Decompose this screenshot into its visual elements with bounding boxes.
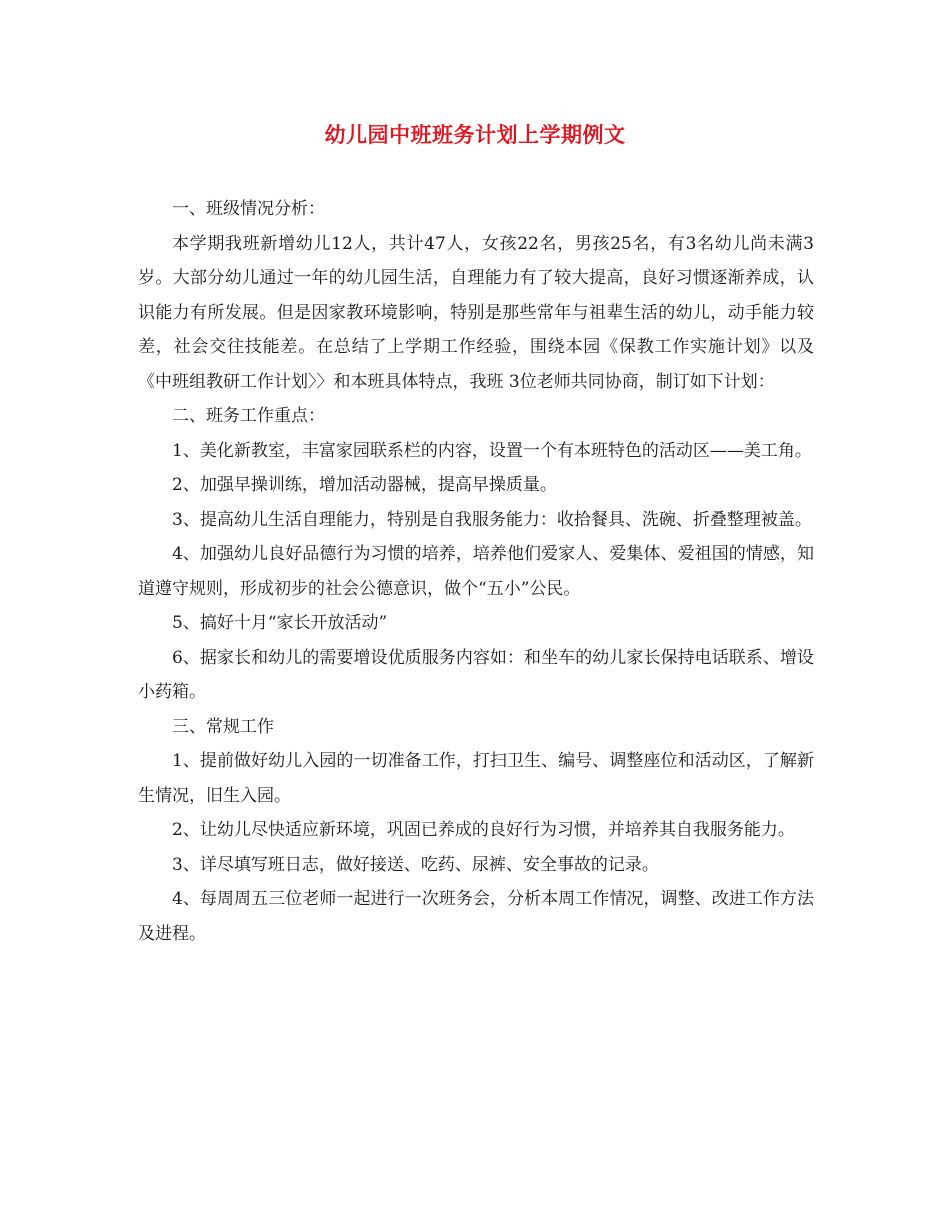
list-item-routine-3: 3、详尽填写班日志，做好接送、吃药、尿裤、安全事故的记录。 <box>172 854 659 875</box>
list-item-focus-5: 5、搞好十月“家长开放活动” <box>172 613 388 633</box>
section-heading-work-focus: 二、班务工作重点： <box>172 406 325 426</box>
document-body <box>138 192 814 951</box>
section-heading-routine-work: 三、常规工作 <box>172 716 274 737</box>
paragraph-class-analysis: 本学期我班新增幼儿12人，共计47人，女孩22名，男孩25名，有3名幼儿尚未满3岁。大部分幼儿通过一年的幼儿园生活，自理能力有了较大提高，良好习惯逐渐养成，认识能力有所发展。但是因家教环境影响，特别是那些常年与祖辈生活的幼儿，动手能力较差，社会交往技能差。在总结了上学期工作经验，围绕本园《保教工作实施计划》以及《中班组教研工作计划〉〉和本班具体特点，我班 3位老师共同协商，制订如下计划： <box>138 233 814 392</box>
list-item-focus-1: 1、美化新教室，丰富家园联系栏的内容，设置一个有本班特色的活动区——美工角。 <box>172 440 812 461</box>
list-item-routine-1: 1、提前做好幼儿入园的一切准备工作，打扫卫生、编号、调整座位和活动区，了解新生情况，旧生入园。 <box>138 751 814 806</box>
list-item-focus-6: 6、据家长和幼儿的需要增设优质服务内容如：和坐车的幼儿家长保持电话联系、增设小药箱。 <box>138 647 814 702</box>
list-item-routine-4: 4、每周周五三位老师一起进行一次班务会，分析本周工作情况，调整、改进工作方法及进程。 <box>138 889 814 944</box>
list-item-focus-3: 3、提高幼儿生活自理能力，特别是自我服务能力：收拾餐具、洗碗、折叠整理被盖。 <box>172 509 812 530</box>
list-item-routine-2: 2、让幼儿尽快适应新环境，巩固已养成的良好行为习惯，并培养其自我服务能力。 <box>172 820 795 840</box>
list-item-focus-2: 2、加强早操训练，增加活动器械，提高早操质量。 <box>172 475 557 495</box>
list-item-focus-4: 4、加强幼儿良好品德行为习惯的培养，培养他们爱家人、爱集体、爱祖国的情感，知道遵守规则，形成初步的社会公德意识，做个“五小”公民。 <box>138 544 814 599</box>
section-heading-class-analysis: 一、班级情况分析： <box>172 199 325 219</box>
document-title: 幼儿园中班班务计划上学期例文 <box>324 122 626 147</box>
